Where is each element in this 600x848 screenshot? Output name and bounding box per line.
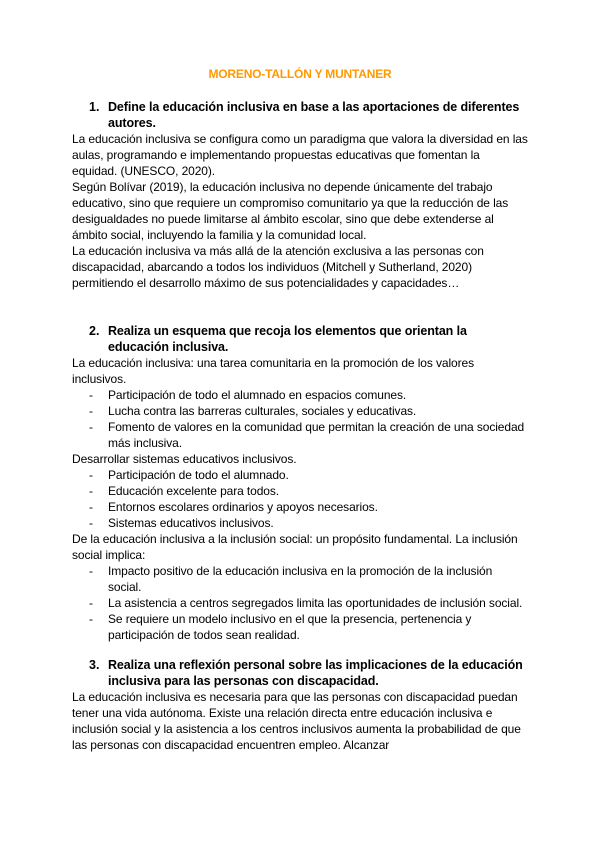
dash-marker: - <box>89 468 93 482</box>
question-text: Realiza una reflexión personal sobre las implicaciones de la educación inclusiva para las personas con discapacidad. <box>108 658 523 688</box>
list-item: - Participación de todo el alumnado. <box>72 467 528 483</box>
document-title: MORENO-TALLÓN Y MUNTANER <box>208 67 392 81</box>
dash-marker: - <box>89 388 93 402</box>
question-number: 1. <box>89 100 100 114</box>
question-2 <box>72 323 528 355</box>
paragraph: Según Bolívar (2019), la educación inclusiva no depende únicamente del trabajo educativo, sino que requiere un compromiso comunitario ya que la reducción de las desigualdades no puede limitarse al ámbito escolar, sino que debe extenderse al ámbito social, incluyendo la familia y la comunidad local. <box>72 180 509 242</box>
list-item: - Educación excelente para todos. <box>72 483 528 499</box>
question-number: 3. <box>89 658 100 672</box>
list-item: - Lucha contra las barreras culturales, sociales y educativas. <box>72 403 528 419</box>
question-3 <box>72 657 528 689</box>
paragraph: La educación inclusiva se configura como un paradigma que valora la diversidad en las aulas, programando e implementando propuestas educativas que fomentan la equidad. (UNESCO, 2020). <box>72 132 528 178</box>
bullet-list <box>72 563 528 643</box>
group-heading: Desarrollar sistemas educativos inclusivos. <box>72 452 297 466</box>
dash-marker: - <box>89 500 93 514</box>
list-item: - Entornos escolares ordinarios y apoyos necesarios. <box>72 499 528 515</box>
dash-marker: - <box>89 484 93 498</box>
dash-marker: - <box>89 420 93 434</box>
question-text: Define la educación inclusiva en base a las aportaciones de diferentes autores. <box>108 100 520 130</box>
list-item: - Se requiere un modelo inclusivo en el que la presencia, pertenencia y participación de todos sean realidad. <box>72 611 528 643</box>
question-number: 2. <box>89 324 100 338</box>
dash-marker: - <box>89 516 93 530</box>
group-heading: De la educación inclusiva a la inclusión social: un propósito fundamental. La inclusión social implica: <box>72 532 518 562</box>
bullet-list <box>72 467 528 531</box>
bullet-list <box>72 387 528 451</box>
dash-marker: - <box>89 612 93 626</box>
paragraph: La educación inclusiva va más allá de la atención exclusiva a las personas con discapacidad, abarcando a todos los individuos (Mitchell y Sutherland, 2020) permitiendo el desarrollo máximo de sus potencialidades y capacidades… <box>72 244 484 290</box>
question-1 <box>72 99 528 131</box>
dash-marker: - <box>89 596 93 610</box>
dash-marker: - <box>89 404 93 418</box>
dash-marker: - <box>89 564 93 578</box>
list-item: - Sistemas educativos inclusivos. <box>72 515 528 531</box>
question-text: Realiza un esquema que recoja los elementos que orientan la educación inclusiva. <box>108 324 467 354</box>
paragraph: La educación inclusiva es necesaria para que las personas con discapacidad puedan tener una vida autónoma. Existe una relación directa entre educación inclusiva e inclusión social y la asistencia a los centros inclusivos aumenta la probabilidad de que las personas con discapacidad encuentren empleo. Alcanzar <box>72 690 521 752</box>
document-page <box>72 66 528 753</box>
list-item: - La asistencia a centros segregados limita las oportunidades de inclusión social. <box>72 595 528 611</box>
list-item: - Fomento de valores en la comunidad que permitan la creación de una sociedad más inclusiva. <box>72 419 528 451</box>
list-item: - Participación de todo el alumnado en espacios comunes. <box>72 387 528 403</box>
group-heading: La educación inclusiva: una tarea comunitaria en la promoción de los valores inclusivos. <box>72 356 474 386</box>
list-item: - Impacto positivo de la educación inclusiva en la promoción de la inclusión social. <box>72 563 528 595</box>
